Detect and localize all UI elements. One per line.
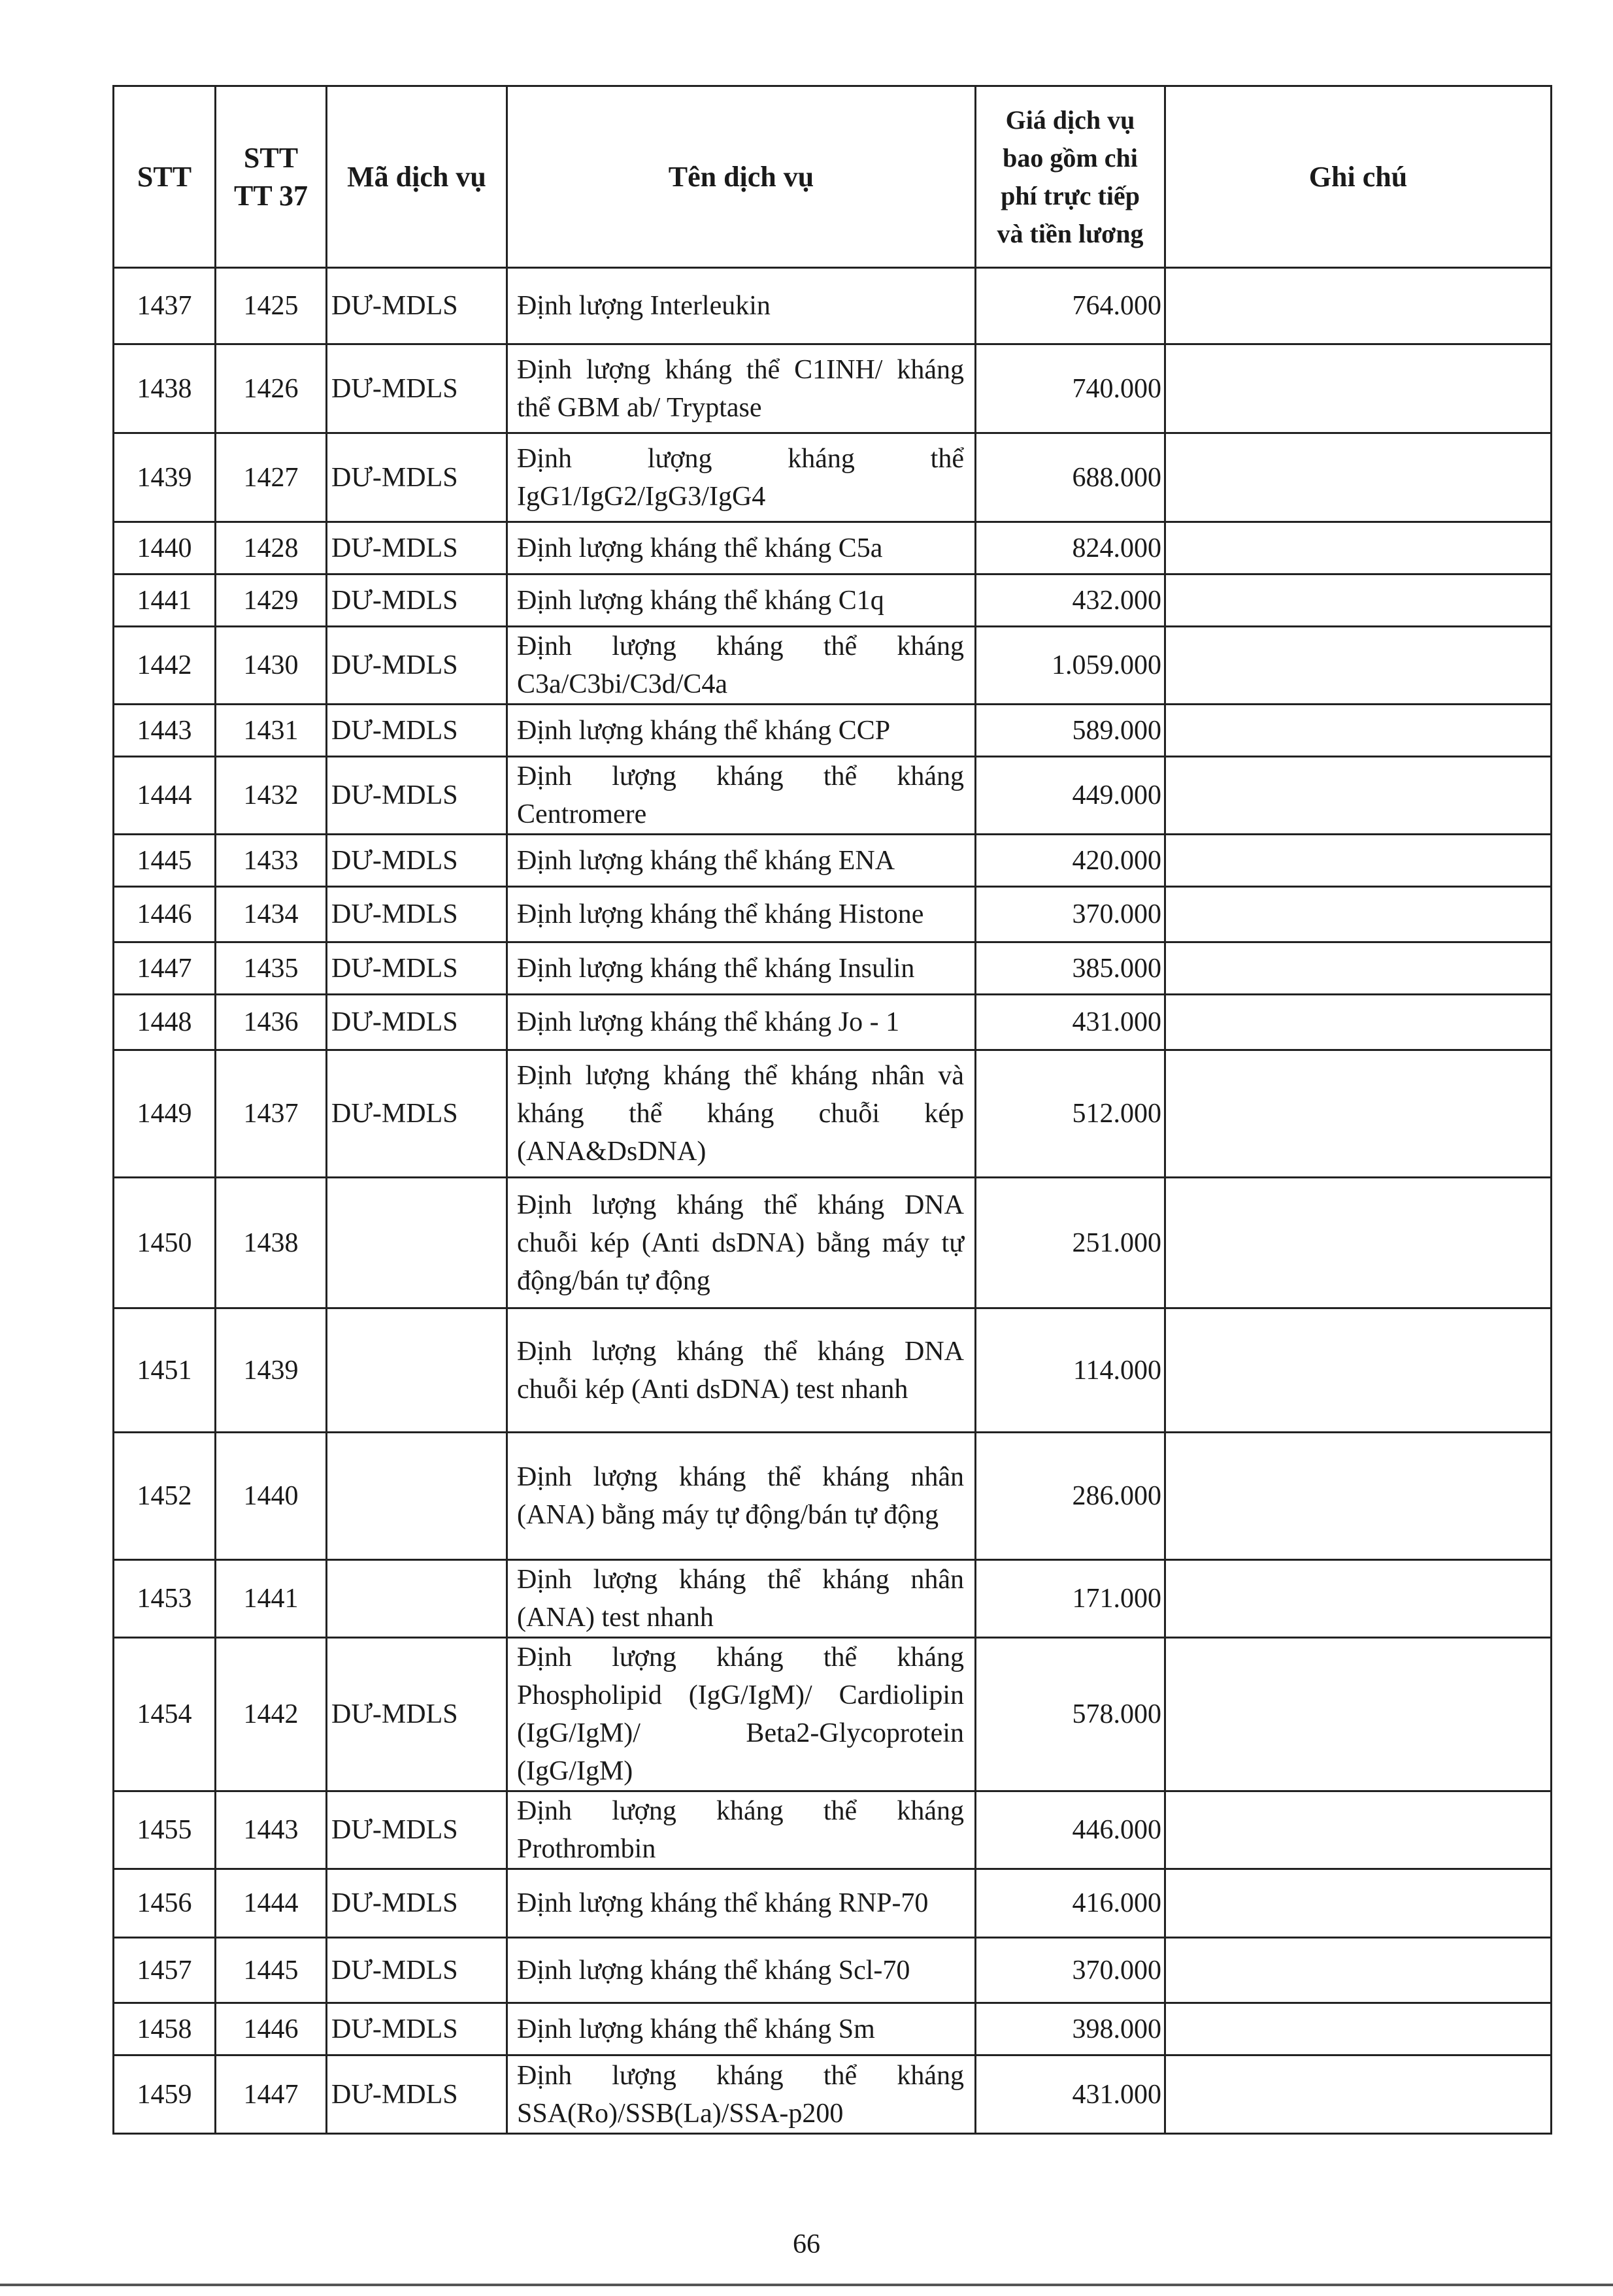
cell-stt-tt37: 1426	[216, 344, 327, 433]
table-row	[114, 757, 1552, 835]
cell-stt: 1447	[114, 942, 216, 995]
cell-price: 431.000	[976, 2055, 1165, 2134]
cell-note	[1165, 1433, 1552, 1560]
cell-service-name: Định lượng kháng thể kháng Jo - 1	[507, 995, 976, 1050]
cell-service-code: DƯ-MDLS	[327, 574, 507, 627]
cell-stt-tt37: 1439	[216, 1308, 327, 1433]
cell-stt: 1443	[114, 705, 216, 757]
cell-note	[1165, 1050, 1552, 1178]
header-stt-tt37: STT TT 37	[216, 86, 327, 268]
cell-price: 446.000	[976, 1791, 1165, 1869]
header-note: Ghi chú	[1165, 86, 1552, 268]
cell-stt-tt37: 1436	[216, 995, 327, 1050]
cell-price: 416.000	[976, 1869, 1165, 1938]
cell-service-code: DƯ-MDLS	[327, 995, 507, 1050]
cell-stt-tt37: 1447	[216, 2055, 327, 2134]
cell-service-name: Định lượng kháng thể kháng nhân (ANA) bằng máy tự động/bán tự động	[507, 1433, 976, 1560]
table-body	[114, 268, 1552, 2134]
cell-note	[1165, 2003, 1552, 2055]
cell-price: 286.000	[976, 1433, 1165, 1560]
cell-stt-tt37: 1435	[216, 942, 327, 995]
cell-service-code: DƯ-MDLS	[327, 1050, 507, 1178]
cell-stt: 1440	[114, 522, 216, 574]
cell-stt-tt37: 1428	[216, 522, 327, 574]
table-row	[114, 705, 1552, 757]
cell-price: 370.000	[976, 887, 1165, 942]
table-row	[114, 1308, 1552, 1433]
header-service-name: Tên dịch vụ	[507, 86, 976, 268]
table-row	[114, 942, 1552, 995]
cell-price: 578.000	[976, 1638, 1165, 1791]
cell-stt: 1454	[114, 1638, 216, 1791]
cell-stt: 1458	[114, 2003, 216, 2055]
cell-stt: 1459	[114, 2055, 216, 2134]
cell-stt-tt37: 1433	[216, 835, 327, 887]
cell-stt: 1439	[114, 433, 216, 522]
service-price-table	[112, 85, 1552, 2135]
cell-price: 740.000	[976, 344, 1165, 433]
cell-service-code: DƯ-MDLS	[327, 942, 507, 995]
cell-stt-tt37: 1425	[216, 268, 327, 344]
table-row	[114, 574, 1552, 627]
cell-note	[1165, 995, 1552, 1050]
cell-service-code: DƯ-MDLS	[327, 757, 507, 835]
cell-service-name: Định lượng kháng thể kháng Centromere	[507, 757, 976, 835]
cell-price: 688.000	[976, 433, 1165, 522]
bottom-divider	[0, 2284, 1613, 2286]
cell-stt-tt37: 1441	[216, 1560, 327, 1638]
cell-note	[1165, 1791, 1552, 1869]
header-service-code: Mã dịch vụ	[327, 86, 507, 268]
cell-service-name: Định lượng kháng thể kháng SSA(Ro)/SSB(La)/SSA-p200	[507, 2055, 976, 2134]
table-row	[114, 1433, 1552, 1560]
cell-service-name: Định lượng kháng thể C1INH/ kháng thể GBM ab/ Tryptase	[507, 344, 976, 433]
table-row	[114, 995, 1552, 1050]
cell-note	[1165, 268, 1552, 344]
table-row	[114, 522, 1552, 574]
cell-stt: 1452	[114, 1433, 216, 1560]
cell-note	[1165, 1869, 1552, 1938]
cell-service-code: DƯ-MDLS	[327, 835, 507, 887]
cell-service-name: Định lượng kháng thể kháng CCP	[507, 705, 976, 757]
cell-price: 385.000	[976, 942, 1165, 995]
cell-stt-tt37: 1444	[216, 1869, 327, 1938]
cell-stt-tt37: 1430	[216, 627, 327, 705]
cell-stt-tt37: 1438	[216, 1178, 327, 1308]
cell-service-name: Định lượng kháng thể kháng Scl-70	[507, 1938, 976, 2003]
cell-note	[1165, 1178, 1552, 1308]
cell-stt: 1444	[114, 757, 216, 835]
cell-service-code	[327, 1308, 507, 1433]
cell-service-code: DƯ-MDLS	[327, 705, 507, 757]
cell-note	[1165, 942, 1552, 995]
cell-stt: 1445	[114, 835, 216, 887]
cell-service-name: Định lượng kháng thể kháng nhân (ANA) test nhanh	[507, 1560, 976, 1638]
cell-stt: 1456	[114, 1869, 216, 1938]
cell-note	[1165, 835, 1552, 887]
table-row	[114, 1638, 1552, 1791]
cell-price: 764.000	[976, 268, 1165, 344]
cell-service-name: Định lượng kháng thể kháng Histone	[507, 887, 976, 942]
cell-service-code: DƯ-MDLS	[327, 2055, 507, 2134]
cell-price: 1.059.000	[976, 627, 1165, 705]
cell-price: 449.000	[976, 757, 1165, 835]
cell-note	[1165, 1308, 1552, 1433]
cell-service-code: DƯ-MDLS	[327, 268, 507, 344]
cell-stt-tt37: 1429	[216, 574, 327, 627]
cell-note	[1165, 757, 1552, 835]
cell-stt-tt37: 1431	[216, 705, 327, 757]
cell-stt-tt37: 1446	[216, 2003, 327, 2055]
cell-service-name: Định lượng kháng thể kháng C5a	[507, 522, 976, 574]
cell-service-code: DƯ-MDLS	[327, 433, 507, 522]
cell-stt: 1441	[114, 574, 216, 627]
cell-service-code	[327, 1178, 507, 1308]
cell-service-name: Định lượng kháng thể kháng ENA	[507, 835, 976, 887]
cell-service-code: DƯ-MDLS	[327, 1638, 507, 1791]
cell-service-code: DƯ-MDLS	[327, 2003, 507, 2055]
cell-service-name: Định lượng kháng thể kháng Phospholipid (IgG/IgM)/ Cardiolipin (IgG/IgM)/ Beta2-Glycoprotein (IgG/IgM)	[507, 1638, 976, 1791]
cell-stt-tt37: 1443	[216, 1791, 327, 1869]
table-row	[114, 1938, 1552, 2003]
table-row	[114, 1560, 1552, 1638]
cell-stt-tt37: 1434	[216, 887, 327, 942]
cell-stt-tt37: 1427	[216, 433, 327, 522]
cell-note	[1165, 344, 1552, 433]
cell-price: 114.000	[976, 1308, 1165, 1433]
page-number: 66	[793, 2229, 820, 2259]
cell-price: 589.000	[976, 705, 1165, 757]
cell-price: 512.000	[976, 1050, 1165, 1178]
cell-service-name: Định lượng kháng thể kháng C1q	[507, 574, 976, 627]
cell-price: 398.000	[976, 2003, 1165, 2055]
cell-note	[1165, 2055, 1552, 2134]
cell-service-name: Định lượng Interleukin	[507, 268, 976, 344]
table-row	[114, 1050, 1552, 1178]
cell-service-name: Định lượng kháng thể kháng Prothrombin	[507, 1791, 976, 1869]
cell-service-name: Định lượng kháng thể IgG1/IgG2/IgG3/IgG4	[507, 433, 976, 522]
table-row	[114, 2003, 1552, 2055]
cell-stt-tt37: 1445	[216, 1938, 327, 2003]
table-row	[114, 1869, 1552, 1938]
cell-stt: 1450	[114, 1178, 216, 1308]
cell-note	[1165, 574, 1552, 627]
cell-price: 251.000	[976, 1178, 1165, 1308]
cell-note	[1165, 627, 1552, 705]
table-row	[114, 1178, 1552, 1308]
cell-service-code: DƯ-MDLS	[327, 887, 507, 942]
cell-service-name: Định lượng kháng thể kháng DNA chuỗi kép (Anti dsDNA) test nhanh	[507, 1308, 976, 1433]
cell-note	[1165, 522, 1552, 574]
header-stt: STT	[114, 86, 216, 268]
cell-stt-tt37: 1440	[216, 1433, 327, 1560]
cell-price: 370.000	[976, 1938, 1165, 2003]
cell-stt: 1451	[114, 1308, 216, 1433]
cell-price: 432.000	[976, 574, 1165, 627]
table-row	[114, 344, 1552, 433]
cell-price: 431.000	[976, 995, 1165, 1050]
cell-service-code: DƯ-MDLS	[327, 1869, 507, 1938]
cell-service-name: Định lượng kháng thể kháng DNA chuỗi kép (Anti dsDNA) bằng máy tự động/bán tự động	[507, 1178, 976, 1308]
cell-service-code: DƯ-MDLS	[327, 344, 507, 433]
cell-stt: 1453	[114, 1560, 216, 1638]
header-price: Giá dịch vụ bao gồm chi phí trực tiếp và tiền lương	[976, 86, 1165, 268]
table-row	[114, 887, 1552, 942]
cell-price: 824.000	[976, 522, 1165, 574]
cell-note	[1165, 1638, 1552, 1791]
cell-stt: 1448	[114, 995, 216, 1050]
table-row	[114, 1791, 1552, 1869]
table-row	[114, 835, 1552, 887]
table-row	[114, 268, 1552, 344]
cell-service-name: Định lượng kháng thể kháng RNP-70	[507, 1869, 976, 1938]
cell-note	[1165, 433, 1552, 522]
cell-note	[1165, 1938, 1552, 2003]
cell-price: 171.000	[976, 1560, 1165, 1638]
cell-stt: 1457	[114, 1938, 216, 2003]
cell-service-code: DƯ-MDLS	[327, 1791, 507, 1869]
cell-service-code: DƯ-MDLS	[327, 522, 507, 574]
cell-note	[1165, 705, 1552, 757]
table-row	[114, 433, 1552, 522]
cell-stt: 1442	[114, 627, 216, 705]
cell-service-code	[327, 1560, 507, 1638]
cell-note	[1165, 887, 1552, 942]
cell-service-code	[327, 1433, 507, 1560]
cell-service-name: Định lượng kháng thể kháng C3a/C3bi/C3d/C4a	[507, 627, 976, 705]
table-header-row	[114, 86, 1552, 268]
cell-stt-tt37: 1437	[216, 1050, 327, 1178]
cell-service-name: Định lượng kháng thể kháng Sm	[507, 2003, 976, 2055]
cell-stt: 1446	[114, 887, 216, 942]
cell-service-code: DƯ-MDLS	[327, 1938, 507, 2003]
cell-note	[1165, 1560, 1552, 1638]
cell-service-name: Định lượng kháng thể kháng Insulin	[507, 942, 976, 995]
table-row	[114, 627, 1552, 705]
price-table-container	[112, 85, 1550, 2135]
cell-stt: 1449	[114, 1050, 216, 1178]
cell-stt-tt37: 1432	[216, 757, 327, 835]
cell-price: 420.000	[976, 835, 1165, 887]
cell-stt: 1437	[114, 268, 216, 344]
cell-stt: 1455	[114, 1791, 216, 1869]
cell-stt-tt37: 1442	[216, 1638, 327, 1791]
cell-service-code: DƯ-MDLS	[327, 627, 507, 705]
table-row	[114, 2055, 1552, 2134]
cell-service-name: Định lượng kháng thể kháng nhân và kháng thể kháng chuỗi kép (ANA&DsDNA)	[507, 1050, 976, 1178]
cell-stt: 1438	[114, 344, 216, 433]
